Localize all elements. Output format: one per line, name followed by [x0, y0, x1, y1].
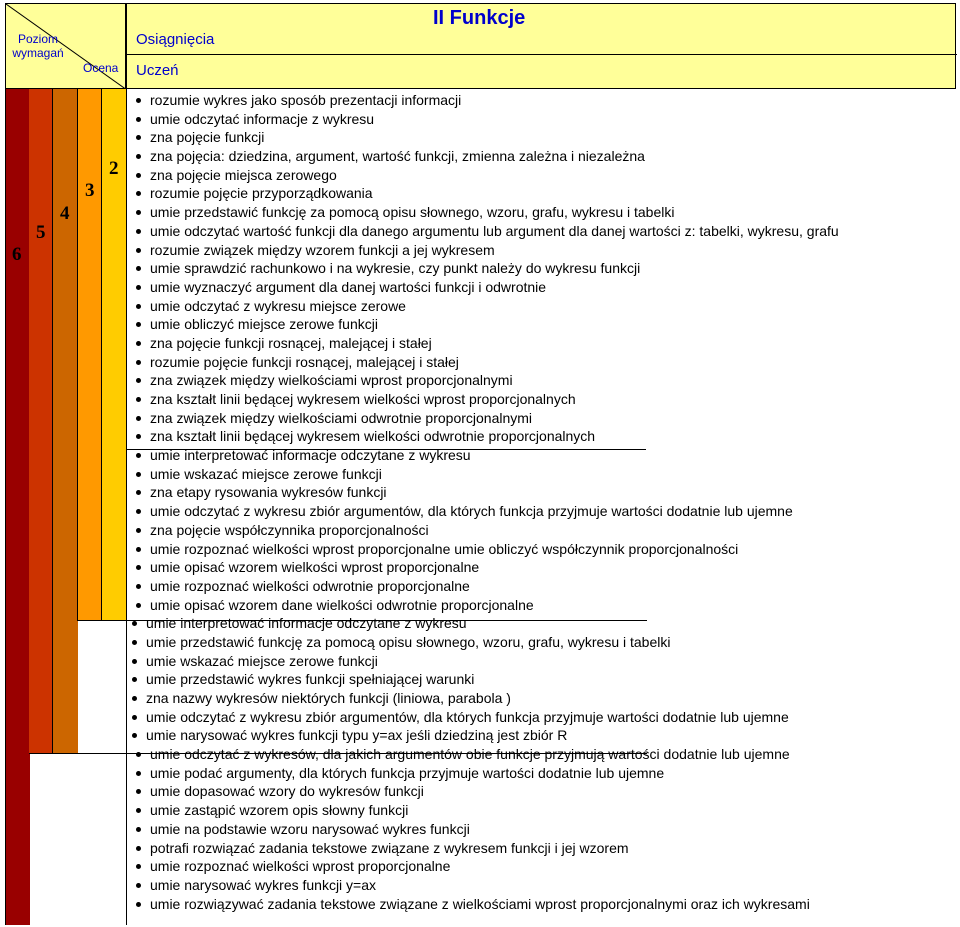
bullet-icon	[136, 98, 141, 103]
level-label: Poziom wymagań	[12, 32, 64, 60]
list-item-text: rozumie pojęcie przyporządkowania	[150, 185, 373, 202]
list-item	[126, 726, 956, 745]
list-item-text: zna nazwy wykresów niektórych funkcji (liniowa, parabola )	[146, 690, 511, 706]
list-item-text: umie odczytać wartość funkcji dla danego argumentu lub argument dla danej wartości z: tabelki, wykresu, grafu	[150, 222, 839, 239]
list-item-text: umie interpretować informacje odczytane z wykresu	[146, 615, 467, 632]
list-item-text: rozumie wykres jako sposób prezentacji informacji	[150, 92, 462, 108]
bullet-icon	[136, 453, 141, 458]
list-item-text: zna pojęcie funkcji	[150, 129, 265, 146]
bullet-icon	[136, 248, 141, 253]
bullet-icon	[136, 808, 141, 813]
bullet-icon	[136, 304, 141, 309]
list-item-text: umie rozpoznać wielkości wprost proporcjonalne umie obliczyć współczynnik proporcjonalności	[150, 540, 739, 557]
list-item	[126, 203, 956, 222]
bullet-icon	[136, 173, 141, 178]
bullet-icon	[136, 883, 141, 888]
list-item-text: zna związek między wielkościami odwrotnie proporcjonalnymi	[150, 409, 533, 426]
list-item	[126, 820, 956, 839]
list-item-text: zna kształt linii będącej wykresem wielkości wprost proporcjonalnych	[150, 391, 576, 407]
grade-5: 5	[36, 222, 46, 243]
list-item-text: umie odczytać z wykresu zbiór argumentów, dla których funkcja przyjmuje wartości dodatnie lub ujemne	[146, 708, 789, 725]
list-item	[126, 540, 956, 559]
list-item-text: umie opisać wzorem wielkości wprost proporcjonalne	[150, 559, 480, 576]
section-title: II Funkcje	[433, 7, 526, 29]
list-item-text: rozumie związek między wzorem funkcji a jej wykresem	[150, 241, 495, 258]
level-4-band	[52, 89, 78, 753]
list-item-text: umie przedstawić wykres funkcji spełniającej warunki	[146, 671, 475, 688]
grade-2: 2	[109, 158, 119, 179]
bullet-icon	[136, 752, 141, 757]
list-item-text: umie wskazać miejsce zerowe funkcji	[150, 465, 382, 482]
list-item	[126, 521, 956, 540]
list-item-text: zna pojęcie miejsca zerowego	[150, 166, 337, 183]
bullet-icon	[136, 864, 141, 869]
list-item-text: umie rozwiązywać zadania tekstowe związane z wielkościami wprost proporcjonalnymi oraz ich wykresami	[150, 895, 810, 912]
bullet-icon	[132, 696, 137, 701]
bullet-icon	[136, 191, 141, 196]
list-item	[126, 427, 956, 446]
bullet-icon	[136, 434, 141, 439]
list-item-text: umie na podstawie wzoru narysować wykres funkcji	[150, 820, 470, 837]
list-item-text: umie odczytać z wykresu zbiór argumentów, dla których funkcja przyjmuje wartości dodatnie lub ujemne	[150, 503, 793, 520]
grade-6: 6	[12, 244, 22, 265]
list-item-text: zna pojęcie funkcji rosnącej, malejącej i stałej	[150, 334, 432, 351]
list-item	[126, 278, 956, 297]
bullet-icon	[136, 509, 141, 514]
list-item	[126, 128, 956, 147]
list-item-text: potrafi rozwiązać zadania tekstowe związane z wykresem funkcji i jej wzorem	[150, 839, 629, 856]
bullet-icon	[132, 715, 137, 720]
grade-3: 3	[85, 180, 95, 201]
list-item-text: umie rozpoznać wielkości wprost proporcjonalne	[150, 858, 451, 875]
list-item	[126, 297, 956, 316]
list-item	[126, 577, 956, 596]
list-item	[126, 839, 956, 858]
list-item	[126, 334, 956, 353]
bullet-icon	[136, 528, 141, 533]
list-item-text: zna etapy rysowania wykresów funkcji	[150, 484, 387, 501]
bullet-icon	[136, 565, 141, 570]
bullet-icon	[136, 210, 141, 215]
list-item-text: umie narysować wykres funkcji y=ax	[150, 876, 377, 893]
bullet-icon	[136, 547, 141, 552]
list-item	[126, 315, 956, 334]
list-item	[126, 633, 956, 652]
level-header-cell	[5, 3, 126, 89]
list-item-text: umie opisać wzorem dane wielkości odwrotnie proporcjonalne	[150, 596, 534, 613]
bullet-icon	[136, 378, 141, 383]
header-divider	[127, 54, 957, 55]
bullet-icon	[136, 135, 141, 140]
list-item-text: zna pojęcia: dziedzina, argument, wartość funkcji, zmienna zależna i niezależna	[150, 148, 645, 165]
list-item-text: umie rozpoznać wielkości odwrotnie proporcjonalne	[150, 577, 470, 594]
bullet-icon	[136, 360, 141, 365]
bullet-icon	[136, 846, 141, 851]
list-item	[126, 390, 956, 409]
bullet-icon	[136, 490, 141, 495]
list-item	[126, 689, 956, 708]
achievements-label: Osiągnięcia	[136, 31, 215, 48]
bullet-icon	[136, 771, 141, 776]
list-item	[126, 483, 956, 502]
bullet-icon	[132, 733, 137, 738]
list-item	[126, 764, 956, 783]
list-item-text: umie zastąpić wzorem opis słowny funkcji	[150, 802, 409, 819]
list-item	[126, 147, 956, 166]
list-item-text: zna pojęcie współczynnika proporcjonalności	[150, 521, 429, 538]
bullet-icon	[132, 677, 137, 682]
bullet-icon	[136, 229, 141, 234]
level-5-band	[29, 89, 52, 753]
list-item	[126, 353, 956, 372]
list-item-text: umie odczytać z wykresów, dla jakich argumentów obie funkcje przyjmują wartości dodatnie lub ujemne	[150, 746, 790, 763]
list-item	[126, 708, 956, 727]
list-item	[126, 652, 956, 671]
bullet-icon	[136, 266, 141, 271]
list-item	[126, 502, 956, 521]
list-item	[126, 857, 956, 876]
bullet-icon	[136, 827, 141, 832]
achievements-list	[126, 91, 956, 913]
list-item	[126, 801, 956, 820]
level-6-band	[5, 89, 30, 925]
bullet-icon	[136, 322, 141, 327]
list-item	[126, 184, 956, 203]
list-item	[126, 558, 956, 577]
student-label: Uczeń	[136, 62, 179, 79]
grade-4: 4	[60, 203, 70, 224]
bullet-icon	[136, 117, 141, 122]
bullet-icon	[136, 416, 141, 421]
list-item-text: umie sprawdzić rachunkowo i na wykresie, czy punkt należy do wykresu funkcji	[150, 260, 641, 277]
list-item	[126, 745, 956, 764]
bullet-icon	[132, 621, 137, 626]
list-item	[126, 782, 956, 801]
list-item	[126, 110, 956, 129]
bullet-icon	[136, 584, 141, 589]
bullet-icon	[136, 789, 141, 794]
list-item-text: umie odczytać informacje z wykresu	[150, 110, 375, 127]
list-item	[126, 409, 956, 428]
list-item-text: zna związek między wielkościami wprost proporcjonalnymi	[150, 372, 513, 389]
achievements-header-cell	[126, 3, 956, 89]
bullet-icon	[136, 472, 141, 477]
list-item	[126, 166, 956, 185]
list-item	[126, 596, 956, 615]
list-item-text: umie narysować wykres funkcji typu y=ax jeśli dziedziną jest zbiór R	[146, 727, 568, 744]
list-item	[126, 222, 956, 241]
level-3-band	[77, 89, 102, 620]
list-item-text: umie dopasować wzory do wykresów funkcji	[150, 783, 424, 800]
list-item-text: umie wskazać miejsce zerowe funkcji	[146, 652, 378, 669]
list-item	[126, 465, 956, 484]
list-item	[126, 895, 956, 914]
list-item-text: umie odczytać z wykresu miejsce zerowe	[150, 297, 406, 314]
bullet-icon	[132, 640, 137, 645]
bullet-icon	[136, 154, 141, 159]
list-item	[126, 876, 956, 895]
bullet-icon	[136, 603, 141, 608]
list-item	[126, 259, 956, 278]
list-item-text: umie obliczyć miejsce zerowe funkcji	[150, 316, 378, 333]
list-item-text: umie podać argumenty, dla których funkcja przyjmuje wartości dodatnie lub ujemne	[150, 764, 665, 781]
list-item	[126, 614, 956, 633]
list-item	[126, 446, 956, 465]
list-item-text: zna kształt linii będącej wykresem wielkości odwrotnie proporcjonalnych	[150, 428, 596, 445]
list-item-text: umie przedstawić funkcję za pomocą opisu słownego, wzoru, grafu, wykresu i tabelki	[146, 633, 671, 650]
grade-label: Ocena	[83, 61, 119, 75]
bullet-icon	[132, 659, 137, 664]
list-item	[126, 241, 956, 260]
bullet-icon	[136, 902, 141, 907]
list-item-text: umie interpretować informacje odczytane z wykresu	[150, 447, 471, 464]
list-item-text: umie wyznaczyć argument dla danej wartości funkcji i odwrotnie	[150, 278, 547, 295]
list-item	[126, 371, 956, 390]
list-item-text: rozumie pojęcie funkcji rosnącej, malejącej i stałej	[150, 353, 459, 370]
list-item	[126, 91, 956, 110]
list-item-text: umie przedstawić funkcję za pomocą opisu słownego, wzoru, grafu, wykresu i tabelki	[150, 204, 675, 221]
bullet-icon	[136, 397, 141, 402]
list-item	[126, 670, 956, 689]
bullet-icon	[136, 341, 141, 346]
bullet-icon	[136, 285, 141, 290]
